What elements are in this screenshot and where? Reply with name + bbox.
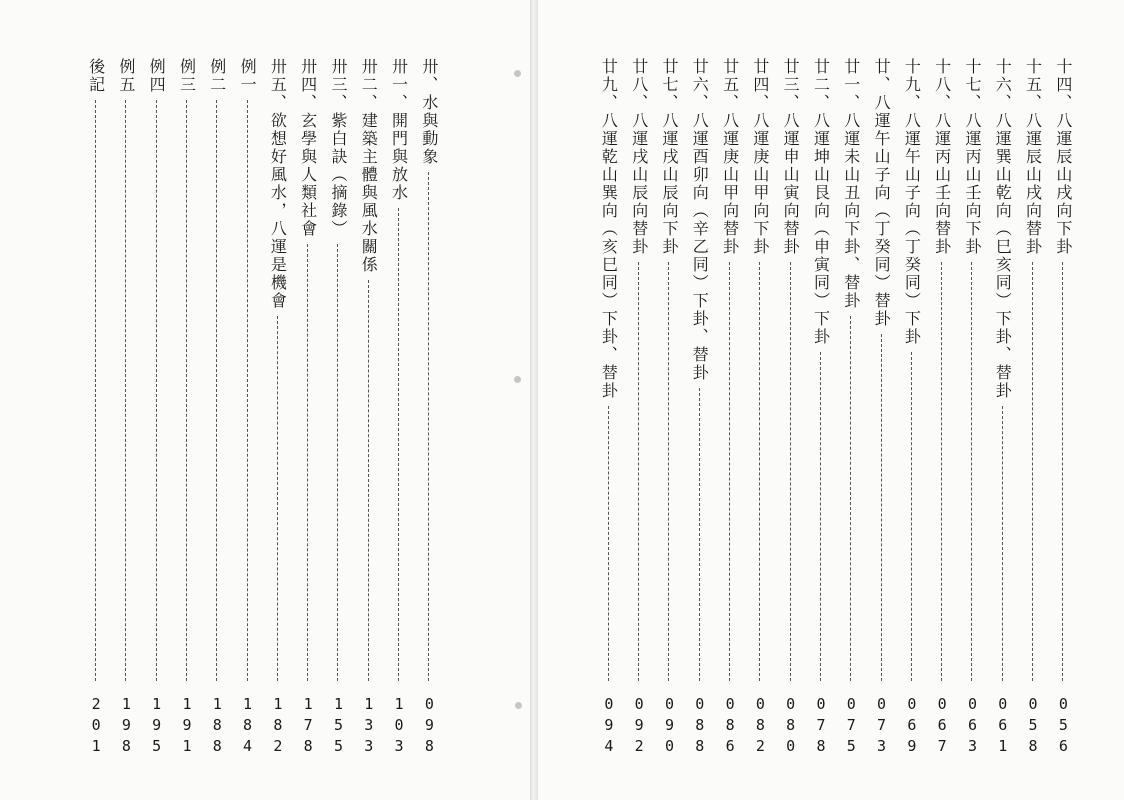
dot-leader [881, 334, 882, 681]
toc-entry [232, 58, 262, 758]
toc-entry-title: 廿、八運午山子向（丁癸同）替卦 [872, 58, 892, 328]
toc-entry-title: 十四、八運辰山戌向下卦 [1053, 58, 1073, 256]
toc-entry-title: 廿五、八運庚山甲向替卦 [720, 58, 740, 256]
toc-entry-title: 十八、八運丙山壬向替卦 [932, 58, 952, 256]
toc-entry-page: 184 [238, 695, 257, 758]
dot-leader [820, 352, 821, 681]
toc-entry [684, 58, 714, 758]
toc-entry [383, 58, 413, 758]
toc-entry [654, 58, 684, 758]
dot-leader [368, 280, 369, 681]
toc-entry-title: 廿二、八運坤山艮向（申寅同）下卦 [811, 58, 831, 346]
dot-leader [850, 316, 851, 681]
toc-entry-page: 061 [993, 695, 1012, 758]
toc-entry-page: 198 [117, 695, 136, 758]
dot-leader [729, 262, 730, 681]
toc-entry [141, 58, 171, 758]
toc-entry [714, 58, 744, 758]
toc-entry [1017, 58, 1047, 758]
toc-entry [805, 58, 835, 758]
dot-leader [247, 100, 248, 681]
toc-entry [202, 58, 232, 758]
right-toc [593, 58, 1078, 758]
toc-entry-title: 十五、八運辰山戌向替卦 [1023, 58, 1043, 256]
toc-entry [745, 58, 775, 758]
toc-entry-title: 例四 [147, 58, 167, 94]
dot-leader [699, 388, 700, 681]
toc-entry-page: 078 [811, 695, 830, 758]
toc-entry-page: 195 [147, 695, 166, 758]
toc-entry-page: 178 [299, 695, 318, 758]
book-gutter [530, 0, 538, 800]
dot-leader [941, 262, 942, 681]
toc-entry [111, 58, 141, 758]
toc-entry-page: 182 [268, 695, 287, 758]
dot-leader [307, 244, 308, 681]
toc-entry-page: 098 [420, 695, 439, 758]
toc-entry-page: 082 [751, 695, 770, 758]
toc-entry-page: 080 [781, 695, 800, 758]
dot-leader [911, 352, 912, 681]
toc-entry-page: 067 [933, 695, 952, 758]
dot-leader [638, 262, 639, 681]
toc-entry [293, 58, 323, 758]
binding-hole [514, 70, 521, 77]
toc-entry-title: 廿七、八運戌山辰向下卦 [659, 58, 679, 256]
toc-entry-title: 廿六、八運酉卯向（辛乙同）下卦、替卦 [690, 58, 710, 382]
toc-entry-title: 卅一、開門與放水 [389, 58, 409, 202]
toc-entry [836, 58, 866, 758]
toc-entry-title: 例五 [116, 58, 136, 94]
toc-entry-title: 例二 [207, 58, 227, 94]
dot-leader [608, 406, 609, 681]
toc-entry-page: 092 [630, 695, 649, 758]
toc-entry [927, 58, 957, 758]
dot-leader [428, 172, 429, 681]
toc-entry-page: 191 [177, 695, 196, 758]
toc-entry-title: 十六、八運巽山乾向（巳亥同）下卦、替卦 [993, 58, 1013, 400]
dot-leader [156, 100, 157, 681]
toc-entry-title: 卅四、玄學與人類社會 [298, 58, 318, 238]
toc-entry-title: 卅五、欲想好風水，八運是機會 [268, 58, 288, 310]
toc-entry-page: 094 [599, 695, 618, 758]
toc-entry [171, 58, 201, 758]
toc-entry-page: 056 [1054, 695, 1073, 758]
toc-entry-page: 188 [208, 695, 227, 758]
toc-entry-title: 廿九、八運乾山巽向（亥巳同）下卦、替卦 [599, 58, 619, 400]
toc-entry-page: 069 [902, 695, 921, 758]
toc-entry-page: 133 [359, 695, 378, 758]
dot-leader [759, 262, 760, 681]
toc-entry-title: 十九、八運午山子向（丁癸同）下卦 [902, 58, 922, 346]
toc-entry-page: 075 [842, 695, 861, 758]
left-page [0, 0, 530, 800]
toc-entry-page: 086 [721, 695, 740, 758]
toc-entry [262, 58, 292, 758]
binding-hole [515, 702, 522, 709]
binding-hole [514, 376, 521, 383]
toc-entry-title: 十七、八運丙山壬向下卦 [962, 58, 982, 256]
dot-leader [1002, 406, 1003, 681]
toc-entry-title: 廿八、八運戌山辰向替卦 [629, 58, 649, 256]
dot-leader [1032, 262, 1033, 681]
toc-entry-title: 廿三、八運申山寅向替卦 [781, 58, 801, 256]
toc-entry-page: 058 [1024, 695, 1043, 758]
toc-entry-title: 卅、水與動象 [419, 58, 439, 166]
right-page [538, 0, 1124, 800]
toc-entry [1048, 58, 1078, 758]
toc-entry [775, 58, 805, 758]
toc-entry-page: 063 [963, 695, 982, 758]
left-toc [80, 58, 444, 758]
toc-entry-title: 廿一、八運未山丑向下卦、替卦 [841, 58, 861, 310]
toc-entry-page: 073 [872, 695, 891, 758]
dot-leader [668, 262, 669, 681]
toc-entry-page: 201 [87, 695, 106, 758]
toc-entry-title: 卅二、建築主體與風水關係 [359, 58, 379, 274]
toc-entry [323, 58, 353, 758]
toc-entry-page: 090 [660, 695, 679, 758]
toc-entry-page: 088 [690, 695, 709, 758]
dot-leader [337, 244, 338, 681]
toc-entry-page: 155 [329, 695, 348, 758]
toc-entry [624, 58, 654, 758]
toc-entry [896, 58, 926, 758]
toc-entry-title: 後記 [86, 58, 106, 94]
dot-leader [790, 262, 791, 681]
toc-entry [353, 58, 383, 758]
toc-entry [593, 58, 623, 758]
dot-leader [1062, 262, 1063, 681]
toc-entry [414, 58, 444, 758]
dot-leader [216, 100, 217, 681]
toc-entry [957, 58, 987, 758]
toc-entry [866, 58, 896, 758]
toc-entry-title: 例一 [238, 58, 258, 94]
dot-leader [398, 208, 399, 681]
dot-leader [971, 262, 972, 681]
toc-entry-title: 卅三、紫白訣（摘錄） [328, 58, 348, 238]
dot-leader [277, 316, 278, 681]
dot-leader [95, 100, 96, 681]
toc-entry-page: 103 [390, 695, 409, 758]
toc-entry-title: 例三 [177, 58, 197, 94]
toc-entry-title: 廿四、八運庚山甲向下卦 [750, 58, 770, 256]
toc-entry [80, 58, 110, 758]
dot-leader [186, 100, 187, 681]
dot-leader [125, 100, 126, 681]
toc-entry [987, 58, 1017, 758]
